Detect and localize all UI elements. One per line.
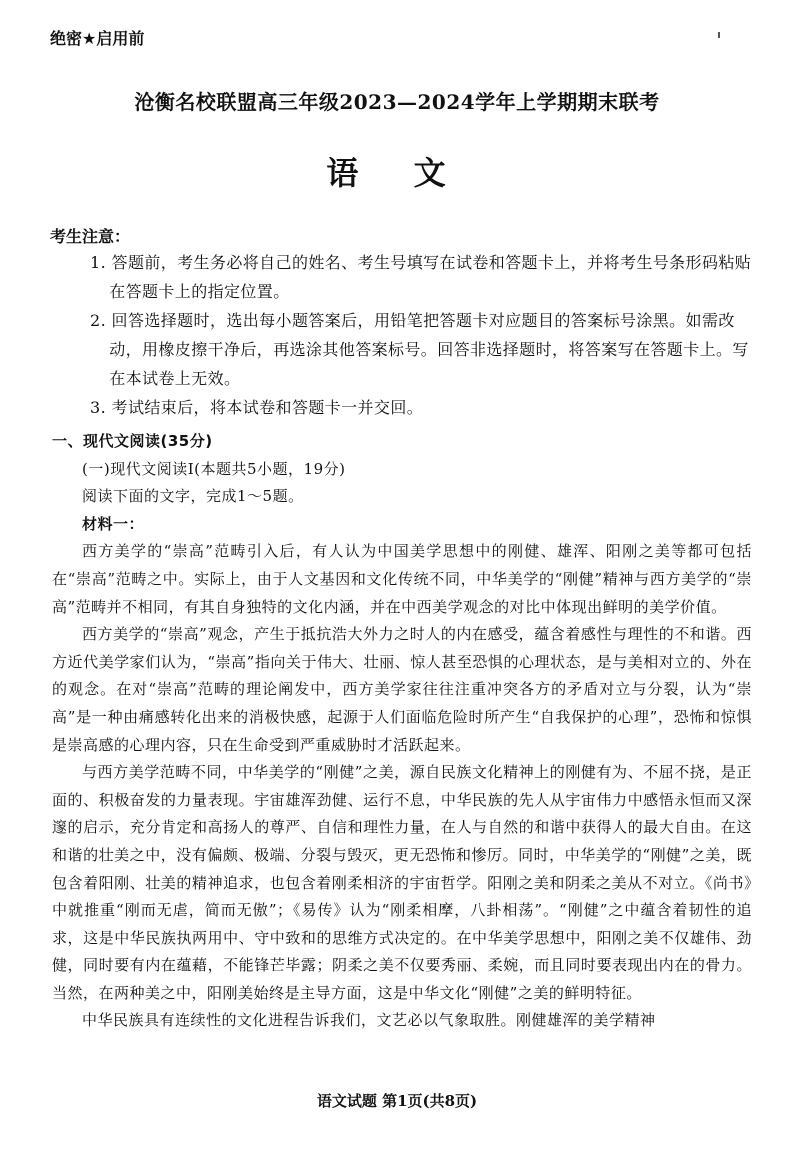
subject-title: 语 文 (326, 154, 468, 192)
secret-label: 绝密★启用前 (50, 29, 145, 48)
page-footer: 语文试题 第1页(共8页) (316, 1092, 478, 1110)
notice-item: 3. 考试结束后，将本试卷和答题卡一并交回。 (90, 398, 424, 417)
reading-section (52, 428, 752, 1035)
section-instruction: 阅读下面的文字，完成1～5题。 (82, 487, 304, 506)
exam-title: 沧衡名校联盟高三年级2023—2024学年上学期期末联考 (134, 90, 660, 114)
notice-item: 1. 答题前，考生务必将自己的姓名、考生号填写在试卷和答题卡上，并将考生号条形码粘贴在答题卡上的指定位置。 (90, 253, 752, 301)
paragraph: 西方美学的“崇高”范畴引入后，有人认为中国美学思想中的刚健、雄浑、阳刚之美等都可包括在“崇高”范畴之中。实际上，由于人文基因和文化传统不同，中华美学的“刚健”精神与西方美学的“崇高”范畴并不相同，有其自身独特的文化内涵，并在中西美学观念的对比中体现出鲜明的美学价值。 (52, 542, 752, 616)
notice-item: 2. 回答选择题时，选出每小题答案后，用铅笔把答题卡对应题目的答案标号涂黑。如需改动，用橡皮擦干净后，再选涂其他答案标号。回答非选择题时，将答案写在答题卡上。写在本试卷上无效。 (90, 311, 749, 388)
section-title: 一、现代文阅读(35分) (52, 432, 213, 450)
scan-mark (718, 32, 720, 38)
paragraph: 中华民族具有连续性的文化进程告诉我们，文艺必以气象取胜。刚健雄浑的美学精神 (82, 1011, 656, 1030)
paragraph: 西方美学的“崇高”观念，产生于抵抗浩大外力之时人的内在感受，蕴含着感性与理性的不和谐。西方近代美学家们认为，“崇高”指向关于伟大、壮丽、惊人甚至恐惧的心理状态，是与美相对立的、外在的观念。在对“崇高”范畴的理论阐发中，西方美学家往往注重冲突各方的矛盾对立与分裂，认为“崇高”是一种由痛感转化出来的消极快感，起源于人们面临危险时所产生“自我保护的心理”，恐怖和惊惧是崇高感的心理内容，只在生命受到严重威胁时才活跃起来。 (52, 625, 752, 754)
notice-heading: 考生注意： (50, 227, 131, 246)
section-subtitle: (一)现代文阅读Ⅰ(本题共5小题，19分) (82, 459, 346, 478)
notice-list (90, 248, 755, 422)
paragraph: 与西方美学范畴不同，中华美学的“刚健”之美，源自民族文化精神上的刚健有为、不屈不挠，是正面的、积极奋发的力量表现。宇宙雄浑劲健、运行不息，中华民族的先人从宇宙伟力中感悟永恒而又深邃的启示，充分肯定和高扬人的尊严、自信和理性力量，在人与自然的和谐中获得人的最大自由。在这和谐的壮美之中，没有偏颇、极端、分裂与毁灭，更无恐怖和惨厉。同时，中华美学的“刚健”之美，既包含着阳刚、壮美的精神追求，也包含着刚柔相济的宇宙哲学。阳刚之美和阴柔之美从不对立。《尚书》中就推重“刚而无虐，简而无傲”；《易传》认为“刚柔相摩，八卦相荡”。“刚健”之中蕴含着韧性的追求，这是中华民族执两用中、守中致和的思维方式决定的。在中华美学思想中，阳刚之美不仅雄伟、劲健，同时要有内在蕴藉，不能锋芒毕露；阴柔之美不仅要秀丽、柔婉，而且同时要表现出内在的骨力。当然，在两种美之中，阳刚美始终是主导方面，这是中华文化“刚健”之美的鲜明特征。 (52, 763, 752, 1002)
material-label: 材料一： (82, 514, 145, 533)
